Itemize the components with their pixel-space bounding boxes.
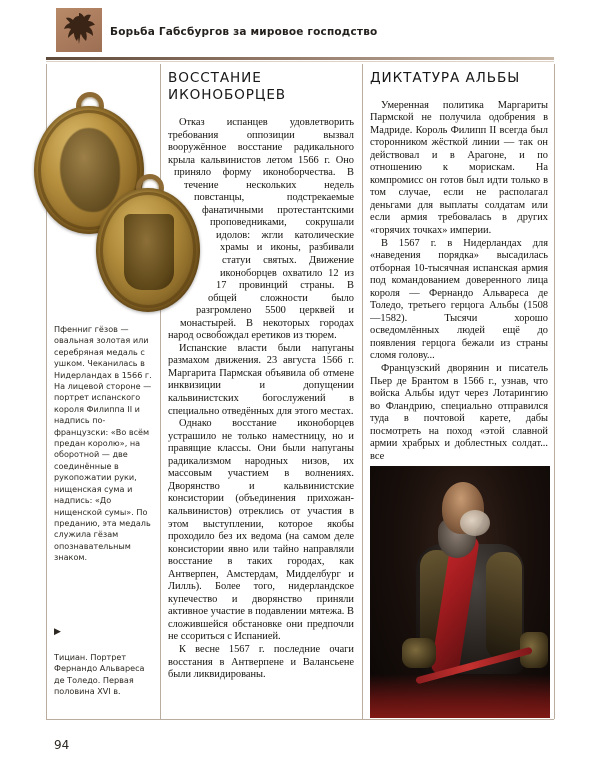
portrait-ruff-collar — [460, 510, 490, 536]
paragraph: Испанские власти были напуганы размахом движения. 23 августа 1566 г. Маргарита Пармская объявила об отмене инквизиции и допущении кальвинистских богослужений в специально отведённых для этого местах. — [168, 342, 354, 417]
running-head-title: Борьба Габсбургов за мировое господство — [110, 26, 378, 38]
medal-caption: Пфенниг гёзов — овальная золотая или серебряная медаль с ушком. Чеканилась в Нидерландах в 1566 г. На лицевой стороне — портрет испанского короля Филиппа II и надпись по-французски: «Во всём предан королю», на оборотной — две соединённые в рукопожатии руки, нищенская сума и надпись: «До нищенской сумы». По преданию, эта медаль служила гёзам опознавательным знаком. — [54, 324, 152, 563]
header-rule — [46, 57, 554, 60]
paragraph: Умеренная политика Маргариты Пармской не получила одобрения в Мадриде. Король Филипп II всегда был сторонником жёсткой линии — так он действовал и в Арагоне, и по отношению к морискам. На компромисс он готов был идти только в том случае, если не располагал деньгами для выплаты солдатам или если армия требовалась в других «горячих точках» империи. — [370, 99, 548, 236]
section-heading-alba-dictatorship: ДИКТАТУРА АЛЬБЫ — [370, 70, 521, 86]
header-rule-light — [46, 61, 554, 62]
column-rule-mid-right — [362, 64, 363, 719]
portrait-gauntlet-left — [402, 638, 436, 668]
footer-rule — [46, 719, 554, 720]
paragraph: К весне 1567 г. последние очаги восстания в Антверпене и Валансьене были ликвидированы. — [168, 643, 354, 681]
portrait-armor-right — [486, 552, 522, 660]
portrait-red-floor — [370, 674, 550, 718]
paragraph: Французский дворянин и писатель Пьер де Брантом в 1566 г., узнав, что войска Альбы идут через Лотарингию во Фландрию, специально отправился туда в почтовой карете, дабы посмотреть на поход «этой славной армии храбрых и доблестных солдат... все — [370, 362, 548, 462]
page-number: 94 — [54, 738, 70, 752]
alba-portrait-image — [370, 466, 550, 718]
caption-marker-triangle-icon: ▶ — [54, 626, 61, 636]
section-heading-iconoclasm: ВОССТАНИЕ ИКОНОБОРЦЕВ — [168, 70, 287, 103]
habsburg-eagle-icon — [56, 8, 102, 52]
portrait-caption: Тициан. Портрет Фернандо Альвареса де Толедо. Первая половина XVI в. — [54, 652, 145, 697]
paragraph: В 1567 г. в Нидерландах для «наведения порядка» высадилась отборная 10-тысячная испанская армия под командованием доверенного лица короля — Фернандо Альвареса де Толедо, третьего герцога Альбы (1508—1582). Тысячи хорошо осведомлённых людей ещё до появления герцога бежали из страны сломя голову... — [370, 237, 548, 362]
column-rule-right — [554, 64, 555, 719]
running-head — [0, 0, 600, 64]
medal-images — [14, 86, 190, 318]
paragraph: Отказ испанцев удовлетворить требования оппозиции вызвал вооружённое восстание радикального крыла кальвинистов летом 1566 г. Оно приняло форму иконоборчества. В течение нескольких недель повстанцы, подстрекаемые фанатичными протестантскими проповедниками, сокрушали идолов: жгли католические храмы и иконы, разбивали статуи святых. Движение иконоборцев охватило 12 из 17 провинций страны. В общей сложности было разгромлено 5500 церквей и монастырей. В некоторых городах народ освобождал еретиков из тюрем. — [168, 117, 354, 342]
paragraph: Однако восстание иконоборцев устрашило не только наместницу, но и правящие классы. Они были напуганы радикализмом народных низов, их массовым участием в волнениях. Дворянство и кальвинистские консистории (объединения прихожан-кальвинистов) отреклись от участия в этом выступлении, которое якобы проходило без их ведома (на самом деле консистории явно или тайно направляли восстание в таких городах, как Антверпен, Амстердам, Мидделбург и Лилль). Более того, нидерландское купечество и дворянство приняли активное участие в подавлении мятежа. В сложившейся обстановке они предпочли не ссориться с Испанией. — [168, 418, 354, 643]
middle-column — [168, 70, 354, 715]
